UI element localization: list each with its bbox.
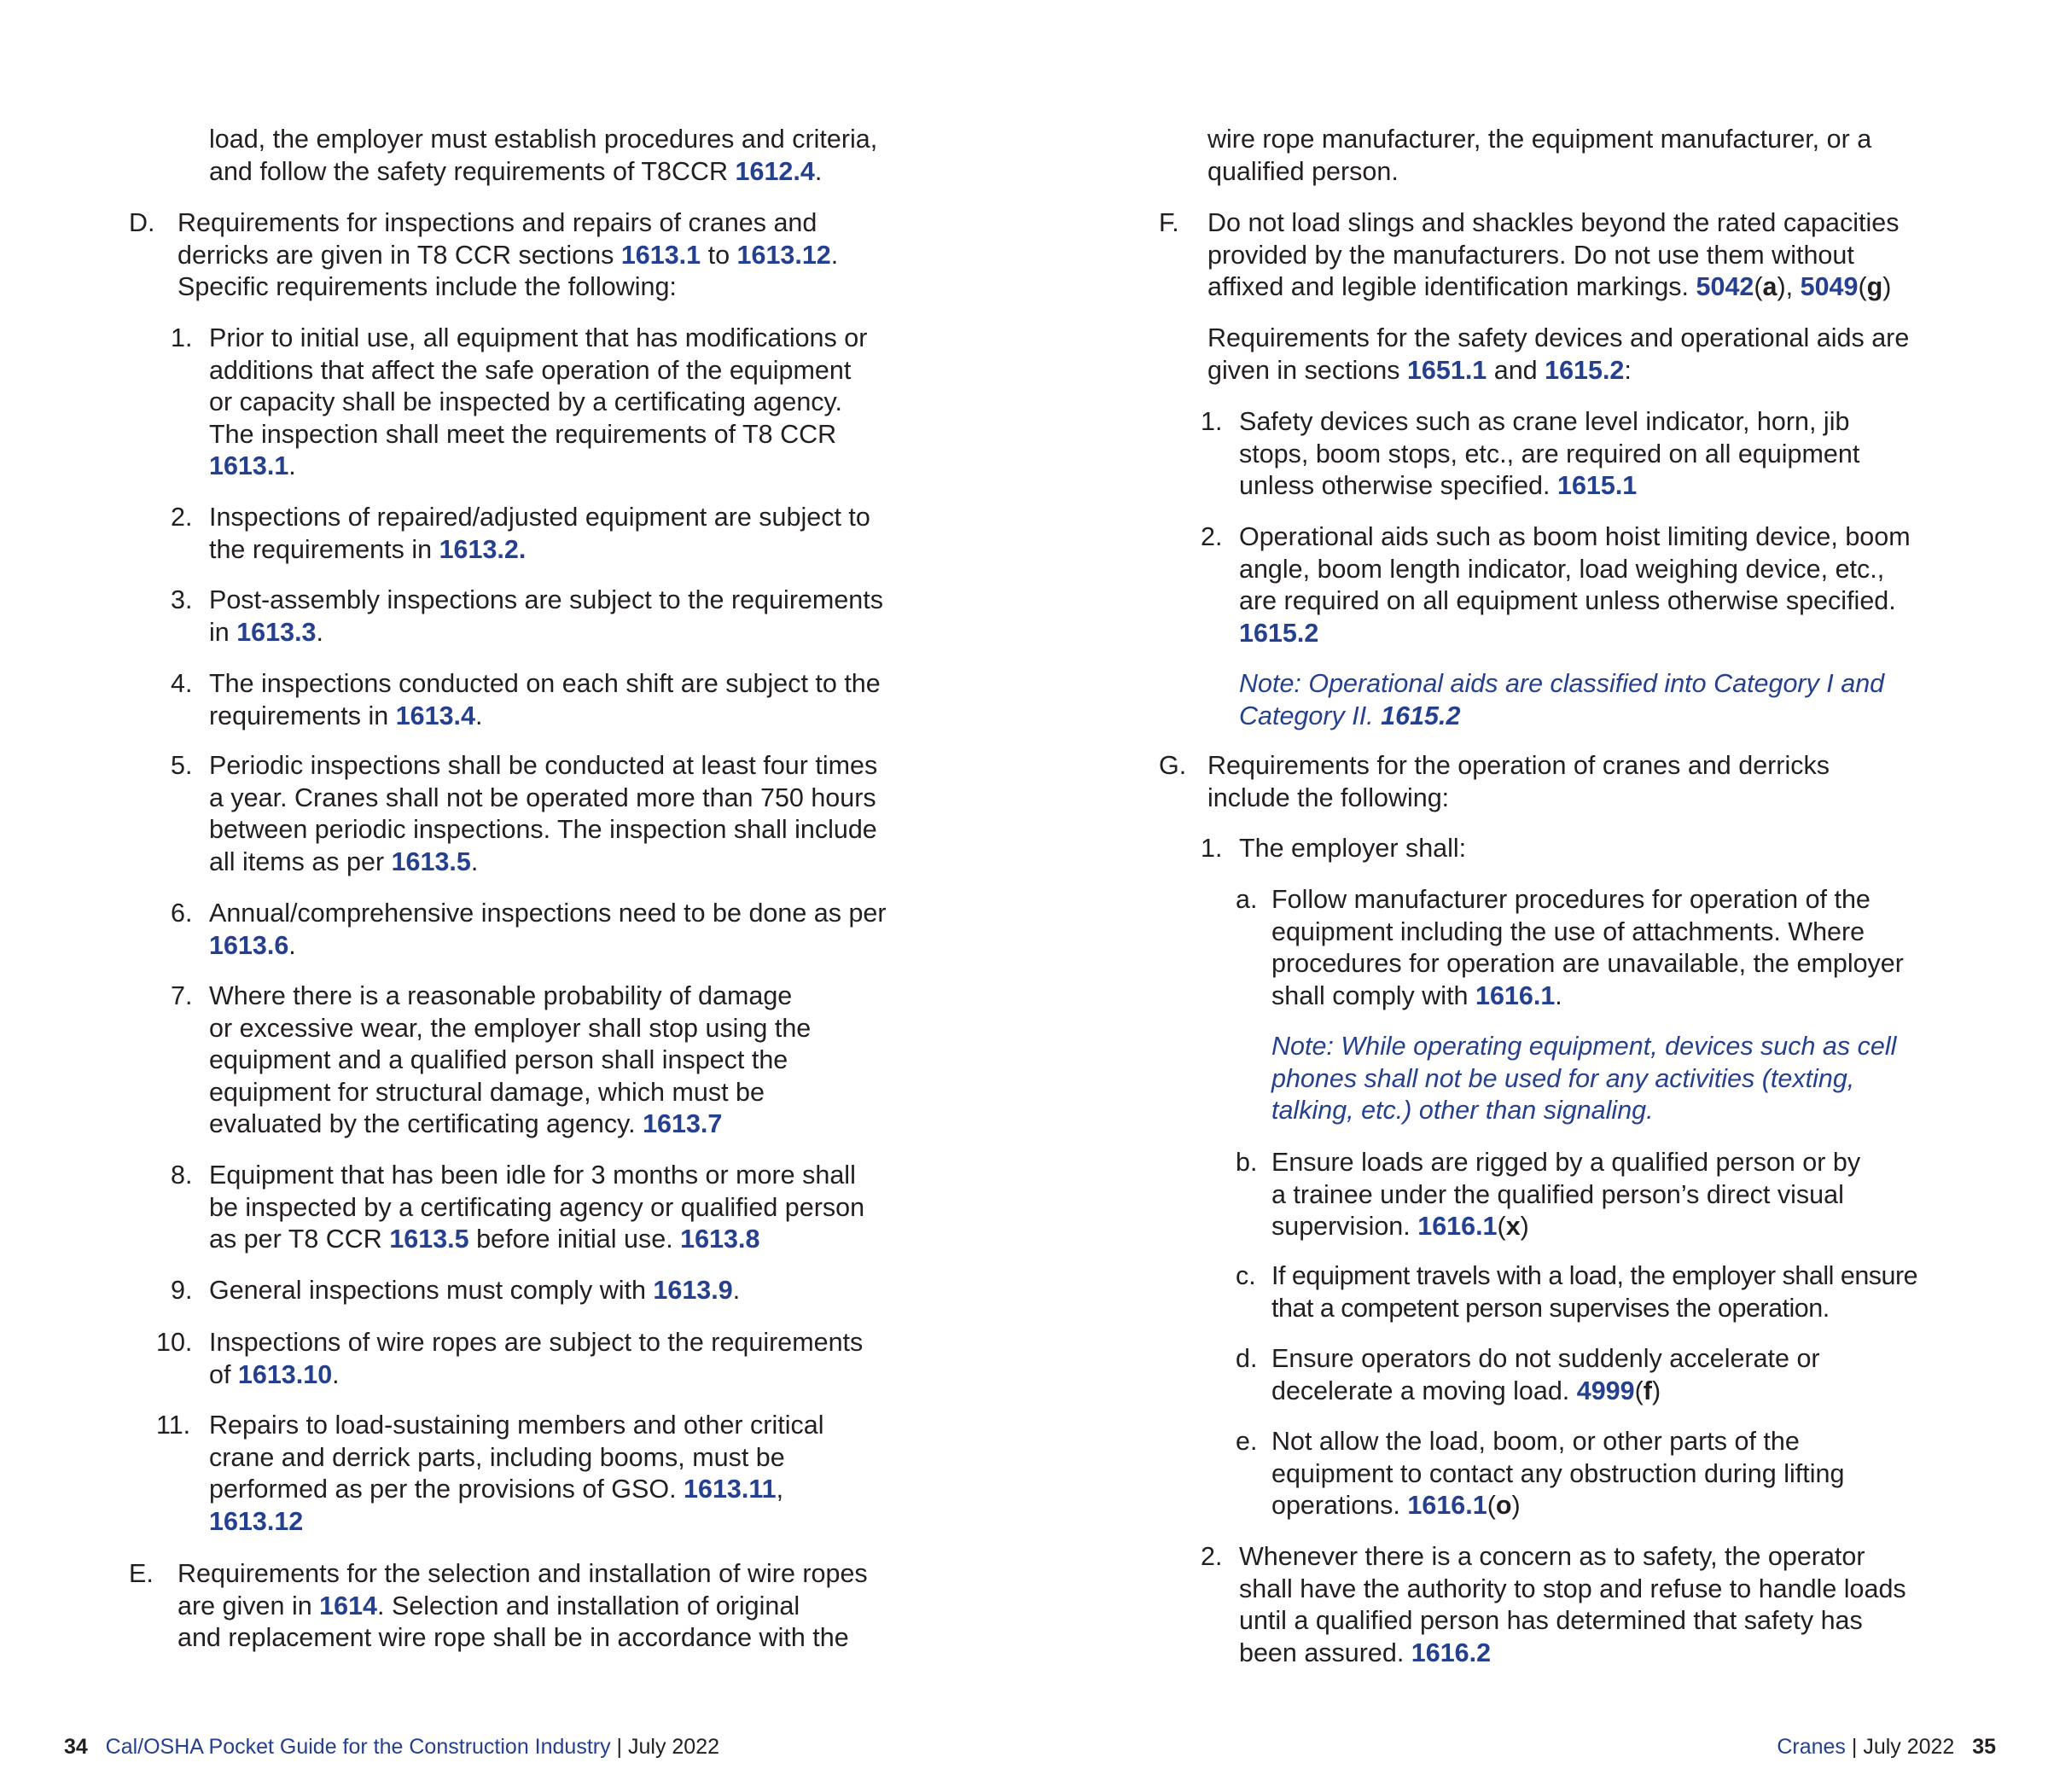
section-e [129,1558,868,1655]
page-number: 34 [64,1735,88,1759]
section-name: Cranes [1777,1735,1846,1759]
section-marker: E. [129,1559,154,1588]
text-line: Ensure operators do not suddenly accelerate or [1271,1344,1820,1373]
regulation-reference[interactable]: 1613.5 [391,847,471,876]
text-line: until a qualified person has determined that safety has [1239,1606,1863,1635]
subsection-letter: x [1505,1212,1521,1241]
text-line: decelerate a moving load. [1271,1376,1577,1405]
sub-list-item [1236,1426,1845,1522]
text-line: Requirements for the selection and installation of wire ropes [177,1559,868,1588]
punctuation: ) [1511,1491,1521,1520]
list-item [1201,833,1467,865]
list-item [171,750,878,878]
item-letter: b. [1236,1148,1258,1177]
item-number: 9. [171,1276,193,1305]
item-number: 3. [171,585,193,614]
regulation-reference[interactable]: 5049 [1800,272,1859,301]
note-text: Category II. [1239,701,1382,730]
list-item [171,1275,741,1307]
footer-date: July 2022 [628,1735,720,1759]
text-line: evaluated by the certificating agency. [209,1109,643,1138]
list-item [171,898,887,962]
section-d [129,207,839,304]
footer-separator: | [610,1735,628,1759]
text-line: . Selection and installation of original [377,1591,800,1620]
punctuation: . [316,617,323,647]
text-line: Equipment that has been idle for 3 months or more shall [209,1161,856,1190]
text-line: Requirements for the operation of cranes and derricks [1207,751,1830,780]
list-item [1201,521,1911,649]
item-number: 1. [171,323,193,352]
text-line: been assured. [1239,1638,1411,1667]
right-page [1024,0,2048,1792]
text-line: and replacement wire rope shall be in accordance with the [177,1623,849,1652]
text-line: Annual/comprehensive inspections need to be done as per [209,899,887,928]
item-number: 4. [171,669,193,698]
item-number: 1. [1201,407,1223,436]
punctuation: . [332,1359,340,1389]
text-line: affixed and legible identification markings. [1207,272,1696,301]
text-line: Periodic inspections shall be conducted at least four times [209,751,878,780]
punctuation: . [288,451,296,480]
text-line: before initial use. [468,1225,681,1254]
paragraph [1207,323,1909,387]
text-line: as per T8 CCR [209,1225,390,1254]
text-line: Operational aids such as boom hoist limiting device, boom [1239,522,1911,551]
regulation-reference[interactable]: 1616.2 [1411,1638,1492,1667]
text-line: If equipment travels with a load, the employer shall ensure [1271,1261,1918,1290]
regulation-reference[interactable]: 1613.11 [684,1475,777,1504]
regulation-reference[interactable]: 1612.4 [735,156,815,186]
text-line: unless otherwise specified. [1239,471,1557,500]
text-line: derricks are given in T8 CCR sections [177,240,621,270]
text-line: that a competent person supervises the operation. [1271,1293,1830,1323]
text-line: The employer shall: [1239,834,1467,863]
list-item [1201,1541,1906,1669]
text-line: are required on all equipment unless otherwise specified. [1239,586,1896,615]
text-line: be inspected by a certificating agency or qualified person [209,1192,865,1222]
text-line: Ensure loads are rigged by a qualified person or by [1271,1148,1861,1177]
text-line: Whenever there is a concern as to safety, the operator [1239,1542,1865,1571]
note-text: Note: While operating equipment, devices such as cell [1271,1032,1897,1061]
text-line: Inspections of wire ropes are subject to the requirements [209,1328,864,1357]
list-item [1201,406,1860,503]
regulation-reference[interactable]: 1615.2 [1239,618,1319,648]
regulation-reference[interactable]: 1651.1 [1406,355,1487,385]
item-number: 6. [171,899,193,928]
item-number: 1. [1201,834,1223,863]
text-line: between periodic inspections. The inspection shall include [209,815,877,844]
punctuation: , [776,1475,784,1504]
list-item [171,585,883,649]
regulation-reference[interactable]: 1616.1 [1417,1212,1498,1241]
text-line: operations. [1271,1491,1408,1520]
subsection-letter: f [1643,1376,1652,1405]
punctuation: ( [1497,1212,1506,1241]
regulation-reference[interactable]: 1613.10 [237,1359,333,1389]
section-marker: G. [1159,751,1187,780]
text-line: to [701,240,737,270]
text-line: Requirements for inspections and repairs of cranes and [177,208,817,237]
list-item [171,323,868,483]
punctuation: ) [1651,1376,1661,1405]
text-line: the requirements in [209,534,439,564]
item-number: 2. [171,503,193,532]
punctuation: . [830,240,839,270]
text-line: stops, boom stops, etc., are required on all equipment [1239,439,1860,468]
punctuation: : [1624,355,1632,385]
text-line: Post-assembly inspections are subject to the requirements [209,585,883,614]
item-number: 11. [156,1411,191,1440]
text-line: qualified person. [1207,156,1399,186]
regulation-reference[interactable]: 1614 [319,1591,378,1620]
punctuation: ( [1754,272,1763,301]
list-item [171,502,870,566]
punctuation: ) [1520,1212,1529,1241]
footer-date: July 2022 [1863,1735,1955,1759]
regulation-reference[interactable]: 1613.1 [620,240,701,270]
item-number: 8. [171,1161,193,1190]
regulation-reference[interactable]: 1613.1 [209,451,289,480]
regulation-reference[interactable]: 1613.12 [209,1506,304,1536]
text-line: Specific requirements include the following: [177,272,677,301]
text-line: General inspections must comply with [209,1276,654,1305]
regulation-reference[interactable]: 1616.1 [1407,1491,1487,1520]
text-line: of [209,1359,238,1389]
text-line: or capacity shall be inspected by a certificating agency. [209,387,843,416]
text-line: procedures for operation are unavailable, the employer [1271,949,1904,978]
punctuation: ( [1858,272,1867,301]
section-marker: D. [129,208,155,237]
punctuation: ( [1487,1491,1496,1520]
note-text: Note: Operational aids are classified into Category I and [1239,669,1885,698]
regulation-reference[interactable]: 1613.2. [439,534,527,564]
text-line: provided by the manufacturers. Do not use them without [1207,240,1854,270]
text-line: angle, boom length indicator, load weighing device, etc., [1239,554,1885,584]
punctuation: . [732,1276,741,1305]
text-line: Inspections of repaired/adjusted equipment are subject to [209,503,870,532]
text-line: Do not load slings and shackles beyond the rated capacities [1207,208,1900,237]
continuation-paragraph [1207,124,1871,188]
punctuation: ( [1634,1376,1644,1405]
punctuation: . [474,701,483,730]
item-number: 7. [171,981,193,1010]
item-number: 5. [171,751,193,780]
subsection-letter: o [1495,1491,1512,1520]
text-line: and follow the safety requirements of T8CCR [209,156,736,186]
footer-separator: | [1845,1735,1864,1759]
text-line: in [209,617,237,647]
text-line: shall have the authority to stop and refuse to handle loads [1239,1574,1906,1603]
regulation-reference[interactable]: 1615.2 [1381,701,1461,730]
punctuation: ) [1882,272,1892,301]
note-text: talking, etc.) other than signaling. [1271,1096,1654,1125]
text-line: Safety devices such as crane level indicator, horn, jib [1239,407,1850,436]
sub-list-item [1236,1260,1918,1324]
text-line: Prior to initial use, all equipment that has modifications or [209,323,868,352]
list-item [171,980,812,1141]
publication-title: Cal/OSHA Pocket Guide for the Construction Industry [105,1735,611,1759]
punctuation: ), [1777,272,1801,301]
regulation-reference[interactable]: 1613.9 [653,1276,733,1305]
text-line: Requirements for the safety devices and operational aids are [1207,323,1910,352]
text-line: are given in [177,1591,320,1620]
text-line: Follow manufacturer procedures for operation of the [1271,885,1871,914]
text-line: equipment for structural damage, which must be [209,1077,765,1107]
sub-list-item [1236,1343,1820,1407]
item-letter: d. [1236,1344,1258,1373]
list-item [156,1410,824,1538]
text-line: shall comply with [1271,980,1475,1010]
regulation-reference[interactable]: 1613.5 [389,1225,469,1254]
text-line: a year. Cranes shall not be operated more than 750 hours [209,783,876,812]
text-line: given in sections [1207,355,1407,385]
text-line: wire rope manufacturer, the equipment manufacturer, or a [1207,125,1872,154]
subsection-letter: a [1762,272,1777,301]
item-number: 2. [1201,1542,1223,1571]
item-number: 2. [1201,522,1223,551]
regulation-reference[interactable]: 1615.1 [1556,471,1638,500]
page-footer [64,1734,719,1760]
list-item [171,1160,865,1256]
regulation-reference[interactable]: 1613.6 [209,930,289,960]
item-letter: c. [1236,1261,1256,1290]
text-line: load, the employer must establish procedures and criteria, [209,125,878,154]
subsection-letter: g [1866,272,1883,301]
note [1239,668,1884,732]
section-g [1159,750,1830,814]
text-line: all items as per [209,847,392,876]
text-line: Not allow the load, boom, or other parts of the [1271,1427,1800,1456]
regulation-reference[interactable]: 5042 [1696,272,1754,301]
regulation-reference[interactable]: 1613.8 [680,1225,760,1254]
list-item [156,1327,864,1391]
regulation-reference[interactable]: 1613.12 [736,240,831,270]
punctuation: . [1555,980,1562,1010]
punctuation: . [288,930,296,960]
regulation-reference[interactable]: 4999 [1576,1376,1635,1405]
continuation-paragraph [209,124,877,188]
page-number: 35 [1972,1735,1996,1759]
text-line: performed as per the provisions of GSO. [209,1475,684,1504]
regulation-reference[interactable]: 1616.1 [1475,980,1556,1010]
text-line: or excessive wear, the employer shall stop using the [209,1013,812,1043]
list-item [171,668,881,732]
item-number: 10. [156,1328,193,1357]
regulation-reference[interactable]: 1613.4 [395,701,475,730]
text-line: equipment and a qualified person shall inspect the [209,1045,788,1074]
item-letter: e. [1236,1427,1258,1456]
text-line: and [1487,355,1545,385]
text-line: equipment including the use of attachments. Where [1271,916,1865,946]
sub-list-item [1236,884,1904,1012]
note-text: phones shall not be used for any activities (texting, [1271,1063,1855,1093]
text-line: The inspection shall meet the requirements of T8 CCR [209,419,837,449]
regulation-reference[interactable]: 1615.2 [1545,355,1625,385]
text-line: Where there is a reasonable probability of damage [209,981,793,1010]
regulation-reference[interactable]: 1613.7 [643,1109,723,1138]
punctuation: . [470,847,479,876]
regulation-reference[interactable]: 1613.3 [236,617,317,647]
text-line: supervision. [1271,1212,1418,1241]
text-line: equipment to contact any obstruction during lifting [1271,1458,1845,1488]
item-letter: a. [1236,885,1258,914]
sub-list-item [1236,1147,1861,1243]
page-footer [1777,1734,1996,1760]
note [1271,1031,1896,1127]
text-line: a trainee under the qualified person’s direct visual [1271,1179,1844,1209]
section-f [1159,207,1900,304]
text-line: requirements in [209,701,396,730]
text-line: The inspections conducted on each shift are subject to the [209,669,881,698]
text-line: Repairs to load-sustaining members and other critical [209,1411,824,1440]
punctuation: . [814,156,823,186]
text-line: include the following: [1207,783,1450,812]
section-marker: F. [1159,208,1179,237]
text-line: additions that affect the safe operation of the equipment [209,355,852,385]
text-line: crane and derrick parts, including booms, must be [209,1442,785,1472]
